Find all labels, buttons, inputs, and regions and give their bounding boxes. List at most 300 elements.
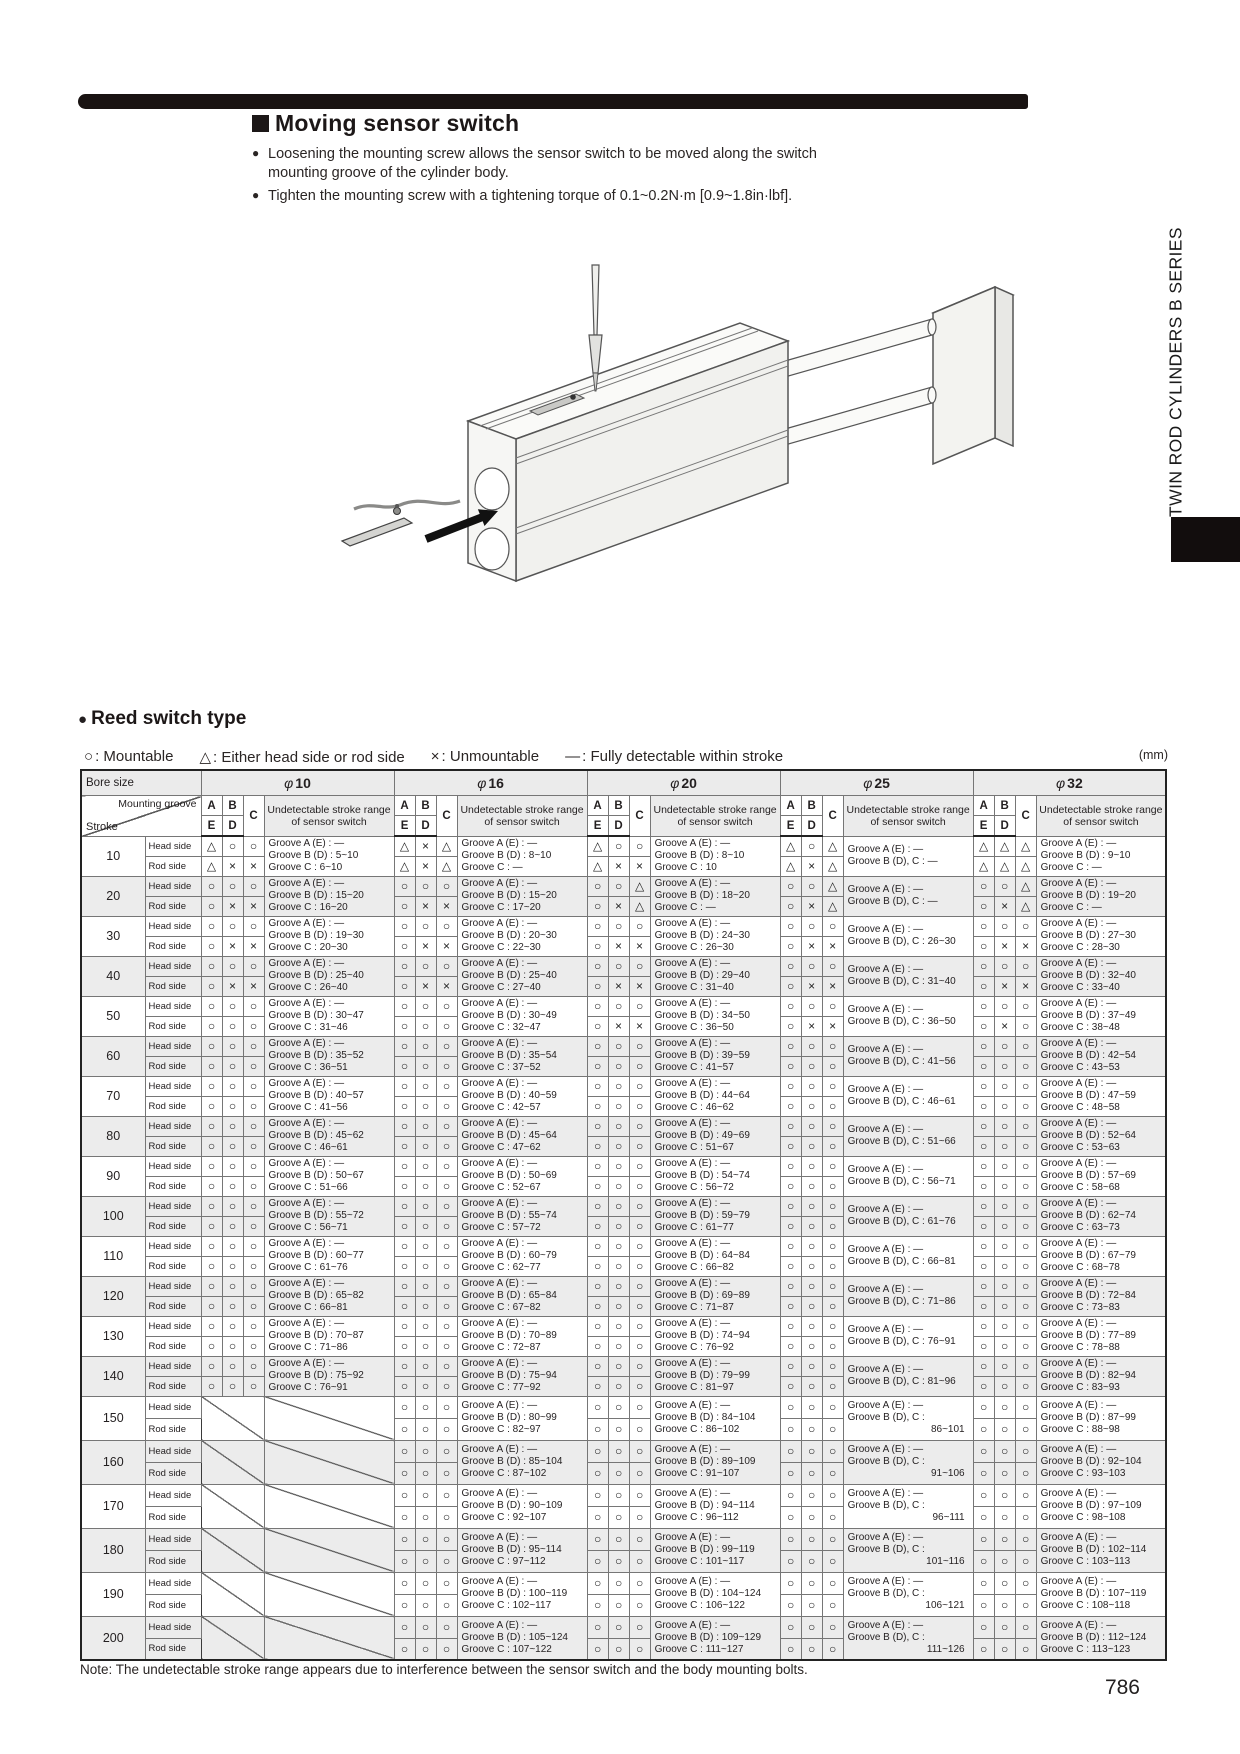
- mount-symbol-cell: ○: [415, 1356, 436, 1376]
- range-text-cell: Groove A (E) : — Groove B (D) : 40~57 Groove C : 41~56: [264, 1076, 394, 1116]
- mount-symbol-cell: △: [587, 856, 608, 876]
- mount-symbol-cell: ○: [222, 876, 243, 896]
- mount-symbol-cell: ○: [801, 1296, 822, 1316]
- mount-symbol-cell: ○: [587, 1528, 608, 1550]
- mount-symbol-cell: ○: [394, 1156, 415, 1176]
- range-text-cell: Groove A (E) : — Groove B (D) : 87~99 Groove C : 88~98: [1036, 1396, 1166, 1440]
- mount-symbol-cell: ○: [822, 1396, 843, 1418]
- mount-symbol-cell: ○: [415, 1572, 436, 1594]
- range-text-cell: Groove A (E) : — Groove B (D) : 34~50 Groove C : 36~50: [650, 996, 780, 1036]
- mount-symbol-cell: ○: [801, 956, 822, 976]
- mount-symbol-cell: ○: [994, 1236, 1015, 1256]
- range-text-cell: Groove A (E) : — Groove B (D) : 77~89 Groove C : 78~88: [1036, 1316, 1166, 1356]
- mount-symbol-cell: ○: [608, 1116, 629, 1136]
- mount-symbol-cell: ○: [243, 1036, 264, 1056]
- mount-symbol-cell: ○: [801, 996, 822, 1016]
- mount-symbol-cell: ○: [822, 1316, 843, 1336]
- mount-symbol-cell: ○: [801, 1506, 822, 1528]
- bullet-item: [252, 187, 827, 206]
- range-text-cell: Groove A (E) : — Groove B (D) : 60~77 Groove C : 61~76: [264, 1236, 394, 1276]
- mount-symbol-cell: ○: [822, 1116, 843, 1136]
- mount-symbol-cell: ○: [608, 1036, 629, 1056]
- guide-rods: [785, 319, 936, 445]
- legend-item: × : Unmountable: [430, 748, 540, 765]
- stroke-row-head: [81, 1116, 1166, 1136]
- range-text-cell: Groove A (E) : — Groove B (D) : 62~74 Groove C : 63~73: [1036, 1196, 1166, 1236]
- mount-symbol-cell: ○: [243, 956, 264, 976]
- range-text-cell: Groove A (E) : — Groove B (D), C : 91~106: [843, 1440, 973, 1484]
- mount-symbol-cell: ○: [780, 1256, 801, 1276]
- mount-symbol-cell: ○: [994, 1462, 1015, 1484]
- mount-symbol-cell: ○: [222, 1376, 243, 1396]
- unit-label: (mm): [1138, 748, 1168, 762]
- mount-symbol-cell: ○: [222, 956, 243, 976]
- mount-symbol-cell: ○: [801, 1528, 822, 1550]
- mount-symbol-cell: △: [973, 836, 994, 856]
- mount-symbol-cell: ○: [608, 1572, 629, 1594]
- groove-c-header: C: [822, 796, 843, 837]
- groove-c-header: C: [436, 796, 457, 837]
- mount-symbol-cell: ○: [201, 1336, 222, 1356]
- mount-symbol-cell: ○: [994, 1156, 1015, 1176]
- mount-symbol-cell: ○: [994, 1550, 1015, 1572]
- mount-symbol-cell: ○: [801, 1096, 822, 1116]
- mount-symbol-cell: ○: [629, 1156, 650, 1176]
- bore-col-header: φ 16: [394, 770, 587, 796]
- groove-e-header: E: [394, 816, 415, 837]
- mount-symbol-cell: ○: [394, 1216, 415, 1236]
- mount-symbol-cell: ○: [780, 1376, 801, 1396]
- mount-symbol-cell: △: [973, 856, 994, 876]
- mount-symbol-cell: ○: [994, 1638, 1015, 1660]
- mount-symbol-cell: ○: [587, 1136, 608, 1156]
- reed-switch-table: [80, 769, 1167, 1661]
- range-text-cell: Groove A (E) : — Groove B (D) : 74~94 Groove C : 76~92: [650, 1316, 780, 1356]
- mount-symbol-cell: ○: [1015, 1440, 1036, 1462]
- mount-symbol-cell: ○: [1015, 1236, 1036, 1256]
- mount-symbol-cell: △: [629, 876, 650, 896]
- mount-symbol-cell: ○: [587, 1296, 608, 1316]
- rod-side-label: Rod side: [145, 1256, 201, 1276]
- stroke-cell: 60: [81, 1036, 145, 1076]
- range-text-cell: Groove A (E) : — Groove B (D) : 25~40 Groove C : 26~40: [264, 956, 394, 996]
- mount-symbol-cell: ×: [801, 1016, 822, 1036]
- head-side-label: Head side: [145, 1616, 201, 1638]
- mount-symbol-cell: ○: [436, 1336, 457, 1356]
- range-text-cell: Groove A (E) : — Groove B (D), C : 41~56: [843, 1036, 973, 1076]
- mount-symbol-cell: ×: [436, 936, 457, 956]
- mount-symbol-cell: ○: [436, 1528, 457, 1550]
- head-side-label: Head side: [145, 1484, 201, 1506]
- mount-symbol-cell: ○: [629, 1036, 650, 1056]
- mount-symbol-cell: ○: [780, 1506, 801, 1528]
- mount-symbol-cell: ○: [822, 1550, 843, 1572]
- mount-symbol-cell: ○: [973, 1484, 994, 1506]
- mount-symbol-cell: ○: [394, 1594, 415, 1616]
- mount-symbol-cell: ○: [394, 1336, 415, 1356]
- mount-symbol-cell: ○: [1015, 1296, 1036, 1316]
- mount-symbol-cell: ○: [973, 1550, 994, 1572]
- mount-symbol-cell: ×: [608, 936, 629, 956]
- mount-symbol-cell: ○: [415, 1440, 436, 1462]
- mount-symbol-cell: ○: [201, 1276, 222, 1296]
- mount-symbol-cell: ○: [415, 1036, 436, 1056]
- mount-symbol-cell: ○: [608, 1316, 629, 1336]
- head-side-label: Head side: [145, 1396, 201, 1418]
- mount-symbol-cell: ○: [608, 956, 629, 976]
- mount-symbol-cell: ○: [973, 1376, 994, 1396]
- mount-symbol-cell: ○: [801, 1484, 822, 1506]
- mount-symbol-cell: ○: [201, 1116, 222, 1136]
- stroke-row-rod: [81, 1256, 1166, 1276]
- rod-side-label: Rod side: [145, 1056, 201, 1076]
- mount-symbol-cell: ○: [780, 1638, 801, 1660]
- mount-symbol-cell: ○: [994, 956, 1015, 976]
- mount-symbol-cell: ○: [587, 1016, 608, 1036]
- rod-side-label: Rod side: [145, 1296, 201, 1316]
- bore-size-header: Bore size: [81, 770, 201, 796]
- mount-symbol-cell: ○: [394, 876, 415, 896]
- rod-side-label: Rod side: [145, 1216, 201, 1236]
- mount-symbol-cell: △: [780, 836, 801, 856]
- mount-symbol-cell: ○: [994, 1116, 1015, 1136]
- mount-symbol-cell: ○: [436, 1156, 457, 1176]
- groove-e-header: E: [201, 816, 222, 837]
- stroke-row-rod: [81, 856, 1166, 876]
- mount-symbol-cell: ○: [394, 936, 415, 956]
- groove-b-header: B: [415, 796, 436, 816]
- empty-diagonal-cell: [201, 1528, 264, 1572]
- mount-symbol-cell: ○: [394, 1572, 415, 1594]
- mount-symbol-cell: ○: [587, 1216, 608, 1236]
- mount-symbol-cell: ○: [629, 1316, 650, 1336]
- mount-symbol-cell: △: [587, 836, 608, 856]
- circle-bullet-icon: ●: [78, 710, 88, 728]
- mount-symbol-cell: △: [436, 836, 457, 856]
- head-side-label: Head side: [145, 836, 201, 856]
- mount-symbol-cell: ○: [1015, 996, 1036, 1016]
- range-text-cell: Groove A (E) : — Groove B (D) : 109~129 Groove C : 111~127: [650, 1616, 780, 1660]
- mount-symbol-cell: ○: [801, 836, 822, 856]
- mount-symbol-cell: ○: [973, 1236, 994, 1256]
- stroke-cell: 90: [81, 1156, 145, 1196]
- stroke-cell: 10: [81, 836, 145, 876]
- head-side-label: Head side: [145, 1076, 201, 1096]
- mount-symbol-cell: ○: [587, 956, 608, 976]
- groove-b-header: B: [801, 796, 822, 816]
- mount-symbol-cell: ○: [243, 1356, 264, 1376]
- range-text-cell: Groove A (E) : — Groove B (D) : 55~74 Groove C : 57~72: [457, 1196, 587, 1236]
- groove-d-header: D: [608, 816, 629, 837]
- mount-symbol-cell: ○: [587, 1056, 608, 1076]
- mount-symbol-cell: ○: [629, 1056, 650, 1076]
- stroke-row-head: [81, 1616, 1166, 1638]
- mount-symbol-cell: ○: [629, 996, 650, 1016]
- cylinder-illustration: [340, 243, 1060, 643]
- mount-symbol-cell: ○: [1015, 1484, 1036, 1506]
- mount-symbol-cell: ○: [1015, 1076, 1036, 1096]
- mount-symbol-cell: ○: [994, 1276, 1015, 1296]
- rod-side-label: Rod side: [145, 1336, 201, 1356]
- range-text-cell: Groove A (E) : — Groove B (D) : 102~114 Groove C : 103~113: [1036, 1528, 1166, 1572]
- mount-symbol-cell: ○: [201, 1216, 222, 1236]
- mount-symbol-cell: ○: [394, 976, 415, 996]
- mount-symbol-cell: ○: [415, 1276, 436, 1296]
- mount-symbol-cell: ○: [243, 1056, 264, 1076]
- head-side-label: Head side: [145, 1156, 201, 1176]
- stroke-row-head: [81, 1156, 1166, 1176]
- mount-symbol-cell: ○: [222, 1096, 243, 1116]
- mount-symbol-cell: ○: [608, 1336, 629, 1356]
- mount-symbol-cell: ○: [222, 1236, 243, 1256]
- bore-hole: [475, 528, 509, 570]
- empty-diagonal-cell: [264, 1528, 394, 1572]
- mount-symbol-cell: ○: [1015, 1336, 1036, 1356]
- mount-symbol-cell: ×: [822, 1016, 843, 1036]
- mount-symbol-cell: ○: [394, 896, 415, 916]
- stroke-cell: 30: [81, 916, 145, 956]
- sensor-switch: [342, 504, 412, 546]
- mount-symbol-cell: ×: [822, 936, 843, 956]
- mount-symbol-cell: ○: [994, 1256, 1015, 1276]
- mount-symbol-cell: ○: [394, 1396, 415, 1418]
- mount-symbol-cell: ○: [780, 1528, 801, 1550]
- mount-symbol-cell: ○: [608, 1136, 629, 1156]
- mount-symbol-cell: ×: [1015, 936, 1036, 956]
- range-text-cell: Groove A (E) : — Groove B (D) : 84~104 Groove C : 86~102: [650, 1396, 780, 1440]
- mount-symbol-cell: ○: [973, 1136, 994, 1156]
- mount-symbol-cell: △: [436, 856, 457, 876]
- mount-symbol-cell: ○: [780, 1116, 801, 1136]
- stroke-cell: 200: [81, 1616, 145, 1660]
- mount-symbol-cell: ×: [222, 976, 243, 996]
- mount-symbol-cell: ○: [994, 1056, 1015, 1076]
- mount-symbol-cell: ○: [415, 1016, 436, 1036]
- mount-symbol-cell: ○: [780, 996, 801, 1016]
- head-side-label: Head side: [145, 1236, 201, 1256]
- mount-symbol-cell: ○: [780, 956, 801, 976]
- mount-symbol-cell: ○: [201, 1196, 222, 1216]
- mount-symbol-cell: ○: [608, 1156, 629, 1176]
- mount-symbol-cell: ○: [415, 1418, 436, 1440]
- mount-symbol-cell: ○: [629, 1528, 650, 1550]
- range-text-cell: Groove A (E) : — Groove B (D) : 85~104 Groove C : 87~102: [457, 1440, 587, 1484]
- mount-symbol-cell: ○: [822, 1376, 843, 1396]
- rod-side-label: Rod side: [145, 936, 201, 956]
- range-text-cell: Groove A (E) : — Groove B (D) : 30~49 Groove C : 32~47: [457, 996, 587, 1036]
- mount-symbol-cell: ○: [629, 1440, 650, 1462]
- mount-symbol-cell: ○: [608, 1506, 629, 1528]
- mount-symbol-cell: ○: [994, 1376, 1015, 1396]
- mount-symbol-cell: ×: [608, 1016, 629, 1036]
- mount-symbol-cell: ○: [394, 1638, 415, 1660]
- mount-symbol-cell: ○: [222, 1116, 243, 1136]
- mount-symbol-cell: ○: [801, 1216, 822, 1236]
- mount-symbol-cell: ×: [629, 976, 650, 996]
- mount-symbol-cell: ○: [780, 916, 801, 936]
- mount-symbol-cell: ○: [822, 1236, 843, 1256]
- mount-symbol-cell: ○: [801, 1638, 822, 1660]
- mount-symbol-cell: ○: [243, 1116, 264, 1136]
- mount-symbol-cell: ○: [973, 1506, 994, 1528]
- mount-symbol-cell: ○: [780, 1418, 801, 1440]
- mount-symbol-cell: △: [201, 856, 222, 876]
- mount-symbol-cell: ○: [822, 1256, 843, 1276]
- mount-symbol-cell: ○: [201, 1016, 222, 1036]
- mount-symbol-cell: ○: [587, 1638, 608, 1660]
- range-text-cell: Groove A (E) : — Groove B (D) : 52~64 Groove C : 53~63: [1036, 1116, 1166, 1156]
- mount-symbol-cell: ○: [801, 916, 822, 936]
- mount-symbol-cell: ○: [801, 1316, 822, 1336]
- mount-symbol-cell: ○: [415, 1196, 436, 1216]
- mount-symbol-cell: ○: [201, 956, 222, 976]
- mount-symbol-cell: ○: [994, 1336, 1015, 1356]
- rod-side-label: Rod side: [145, 1176, 201, 1196]
- mount-symbol-cell: ○: [608, 1550, 629, 1572]
- page-title: [252, 110, 852, 137]
- mount-symbol-cell: ×: [994, 976, 1015, 996]
- mount-symbol-cell: ×: [415, 936, 436, 956]
- mount-symbol-cell: ○: [201, 996, 222, 1016]
- mount-symbol-cell: ○: [1015, 1056, 1036, 1076]
- mount-symbol-cell: ○: [608, 1076, 629, 1096]
- screwdriver-icon: [589, 265, 602, 391]
- mount-symbol-cell: ○: [587, 936, 608, 956]
- mount-symbol-cell: ○: [629, 1236, 650, 1256]
- mount-symbol-cell: ○: [415, 1256, 436, 1276]
- groove-e-header: E: [587, 816, 608, 837]
- mount-symbol-cell: ○: [587, 1484, 608, 1506]
- range-text-cell: Groove A (E) : — Groove B (D) : 105~124 Groove C : 107~122: [457, 1616, 587, 1660]
- mount-symbol-cell: ○: [801, 1462, 822, 1484]
- mount-symbol-cell: ○: [415, 956, 436, 976]
- stroke-cell: 160: [81, 1440, 145, 1484]
- mount-symbol-cell: ○: [780, 896, 801, 916]
- head-side-label: Head side: [145, 1276, 201, 1296]
- mount-symbol-cell: ○: [201, 1136, 222, 1156]
- mount-symbol-cell: ○: [394, 1016, 415, 1036]
- mount-symbol-cell: ○: [436, 1216, 457, 1236]
- mount-symbol-cell: △: [822, 876, 843, 896]
- mount-symbol-cell: ○: [780, 876, 801, 896]
- groove-d-header: D: [415, 816, 436, 837]
- empty-diagonal-cell: [264, 1440, 394, 1484]
- stroke-row-head: [81, 1236, 1166, 1256]
- range-text-cell: Groove A (E) : — Groove B (D) : 27~30 Groove C : 28~30: [1036, 916, 1166, 956]
- mount-symbol-cell: ○: [822, 1336, 843, 1356]
- mount-symbol-cell: ○: [994, 996, 1015, 1016]
- head-side-label: Head side: [145, 956, 201, 976]
- mount-symbol-cell: ○: [994, 1528, 1015, 1550]
- mount-symbol-cell: ○: [394, 1036, 415, 1056]
- head-side-label: Head side: [145, 1440, 201, 1462]
- page-index-tab: [1171, 517, 1240, 562]
- mount-symbol-cell: ○: [973, 936, 994, 956]
- mount-symbol-cell: ○: [436, 1196, 457, 1216]
- range-text-cell: Groove A (E) : — Groove B (D) : 69~89 Groove C : 71~87: [650, 1276, 780, 1316]
- reed-switch-section-title: ● Reed switch type: [78, 708, 247, 729]
- mount-symbol-cell: ○: [415, 1506, 436, 1528]
- range-text-cell: Groove A (E) : — Groove B (D), C : 111~126: [843, 1616, 973, 1660]
- mount-symbol-cell: ○: [243, 1196, 264, 1216]
- mount-symbol-cell: ○: [394, 1176, 415, 1196]
- mount-symbol-cell: ○: [608, 1396, 629, 1418]
- mount-symbol-cell: ○: [436, 1594, 457, 1616]
- mount-symbol-cell: ○: [587, 1462, 608, 1484]
- range-text-cell: Groove A (E) : — Groove B (D) : 64~84 Groove C : 66~82: [650, 1236, 780, 1276]
- series-side-label: TWIN ROD CYLINDERS B SERIES: [1165, 227, 1186, 517]
- mount-symbol-cell: ○: [587, 1116, 608, 1136]
- head-side-label: Head side: [145, 1196, 201, 1216]
- mount-symbol-cell: ○: [994, 1136, 1015, 1156]
- mount-symbol-cell: ○: [608, 1216, 629, 1236]
- mount-symbol-cell: ○: [608, 836, 629, 856]
- mount-symbol-cell: ○: [822, 1156, 843, 1176]
- stroke-cell: 180: [81, 1528, 145, 1572]
- mount-symbol-cell: ○: [436, 1296, 457, 1316]
- mount-symbol-cell: ○: [415, 996, 436, 1016]
- mount-symbol-cell: ○: [415, 1528, 436, 1550]
- mount-symbol-cell: ○: [436, 956, 457, 976]
- mount-symbol-cell: ○: [994, 1572, 1015, 1594]
- mount-symbol-cell: ○: [201, 876, 222, 896]
- mount-symbol-cell: ○: [394, 1276, 415, 1296]
- mount-symbol-cell: ○: [222, 1216, 243, 1236]
- range-text-cell: Groove A (E) : — Groove B (D) : 19~20 Groove C : —: [1036, 876, 1166, 916]
- mount-symbol-cell: ○: [780, 936, 801, 956]
- mount-symbol-cell: ○: [994, 1616, 1015, 1638]
- mount-symbol-cell: ○: [801, 1176, 822, 1196]
- mount-symbol-cell: ○: [394, 996, 415, 1016]
- range-text-cell: Groove A (E) : — Groove B (D) : 72~84 Groove C : 73~83: [1036, 1276, 1166, 1316]
- mount-symbol-cell: ×: [436, 896, 457, 916]
- empty-diagonal-cell: [264, 1572, 394, 1616]
- rod-side-label: Rod side: [145, 1550, 201, 1572]
- bullet-text: Loosening the mounting screw allows the sensor switch to be moved along the switch mounting groove of the cylinder body.: [268, 146, 817, 182]
- range-text-cell: Groove A (E) : — Groove B (D) : 25~40 Groove C : 27~40: [457, 956, 587, 996]
- mount-symbol-cell: ○: [436, 1116, 457, 1136]
- mount-symbol-cell: ○: [780, 1196, 801, 1216]
- mount-symbol-cell: ○: [436, 916, 457, 936]
- mount-symbol-cell: ○: [587, 1336, 608, 1356]
- page-number: 786: [1104, 1676, 1140, 1699]
- mount-symbol-cell: ○: [415, 1376, 436, 1396]
- mount-symbol-cell: ×: [415, 896, 436, 916]
- mount-symbol-cell: ○: [780, 1056, 801, 1076]
- mount-symbol-cell: ○: [394, 1256, 415, 1276]
- mount-symbol-cell: ×: [243, 856, 264, 876]
- groove-e-header: E: [973, 816, 994, 837]
- head-side-label: Head side: [145, 1316, 201, 1336]
- stroke-row-head: [81, 1076, 1166, 1096]
- range-text-cell: Groove A (E) : — Groove B (D), C : 51~66: [843, 1116, 973, 1156]
- mount-symbol-cell: ○: [201, 1296, 222, 1316]
- mount-symbol-cell: △: [394, 836, 415, 856]
- mount-symbol-cell: ○: [973, 1462, 994, 1484]
- mount-symbol-cell: ○: [201, 1056, 222, 1076]
- mount-symbol-cell: ○: [415, 1116, 436, 1136]
- mount-symbol-cell: ○: [415, 1594, 436, 1616]
- mount-symbol-cell: △: [994, 856, 1015, 876]
- mount-symbol-cell: ○: [629, 1076, 650, 1096]
- bore-col-header: φ 32: [973, 770, 1166, 796]
- mount-symbol-cell: ○: [994, 1076, 1015, 1096]
- bullet-icon: ●: [252, 188, 260, 203]
- mount-symbol-cell: ○: [608, 1638, 629, 1660]
- rod-side-label: Rod side: [145, 1594, 201, 1616]
- mount-symbol-cell: ○: [973, 956, 994, 976]
- mount-symbol-cell: ○: [222, 1296, 243, 1316]
